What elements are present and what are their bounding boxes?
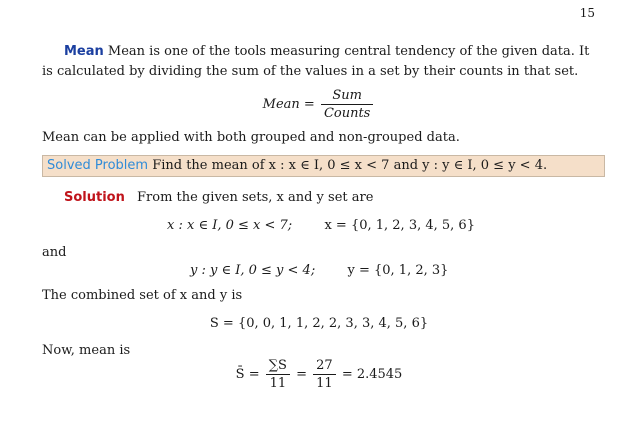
mean-result-value-numerator: 27 xyxy=(313,358,336,375)
mean-result-equation xyxy=(0,358,638,391)
mean-result-sum-numerator: ∑S xyxy=(266,358,290,375)
solved-problem-label: Solved Problem xyxy=(47,158,149,173)
mean-formula-fraction xyxy=(321,88,373,121)
now-mean-text: Now, mean is xyxy=(42,343,131,358)
equation-x-set: x = {0, 1, 2, 3, 4, 5, 6} xyxy=(324,218,475,233)
mean-heading: Mean xyxy=(64,44,104,59)
solved-problem-line xyxy=(47,158,547,173)
mean-formula-numerator: Sum xyxy=(321,88,373,105)
equation-y-set: y = {0, 1, 2, 3} xyxy=(347,263,449,278)
mean-formula-denominator: Counts xyxy=(323,106,371,121)
solved-problem-text: Find the mean of x : x ∈ I, 0 ≤ x < 7 and y : y ∈ I, 0 ≤ y < 4. xyxy=(152,158,548,173)
equation-y xyxy=(190,263,448,278)
solution-intro-text: From the given sets, x and y set are xyxy=(137,190,374,205)
mean-result-sum-denominator: 11 xyxy=(269,376,287,391)
page-number: 15 xyxy=(579,6,595,20)
equation-y-condition: y : y ∈ I, 0 ≤ y < 4; xyxy=(190,263,316,278)
equation-x-condition: x : x ∈ I, 0 ≤ x < 7; xyxy=(167,218,293,233)
mean-formula-lhs: Mean = xyxy=(262,97,315,112)
combined-set-equation: S = {0, 0, 1, 1, 2, 2, 3, 3, 4, 5, 6} xyxy=(209,316,429,331)
mean-result-fraction-value xyxy=(313,358,336,391)
equation-x xyxy=(167,218,475,233)
mean-result-fraction-sum xyxy=(266,358,290,391)
and-text: and xyxy=(42,245,67,260)
mean-usage-text: Mean can be applied with both grouped and non-grouped data. xyxy=(42,130,460,145)
combined-set-text: The combined set of x and y is xyxy=(42,288,243,303)
mean-result-equals: = xyxy=(296,367,307,382)
mean-paragraph-line1 xyxy=(64,44,589,59)
mean-formula xyxy=(0,88,638,121)
mean-result-lhs: S̄ = xyxy=(235,367,260,382)
mean-result-value-denominator: 11 xyxy=(316,376,333,391)
mean-paragraph-line2: is calculated by dividing the sum of the values in a set by their counts in that set. xyxy=(42,64,579,79)
mean-result-value: = 2.4545 xyxy=(341,367,403,382)
mean-definition-text: Mean is one of the tools measuring central tendency of the given data. It xyxy=(107,44,590,59)
solution-intro-line xyxy=(64,190,373,205)
solution-label: Solution xyxy=(64,190,125,205)
